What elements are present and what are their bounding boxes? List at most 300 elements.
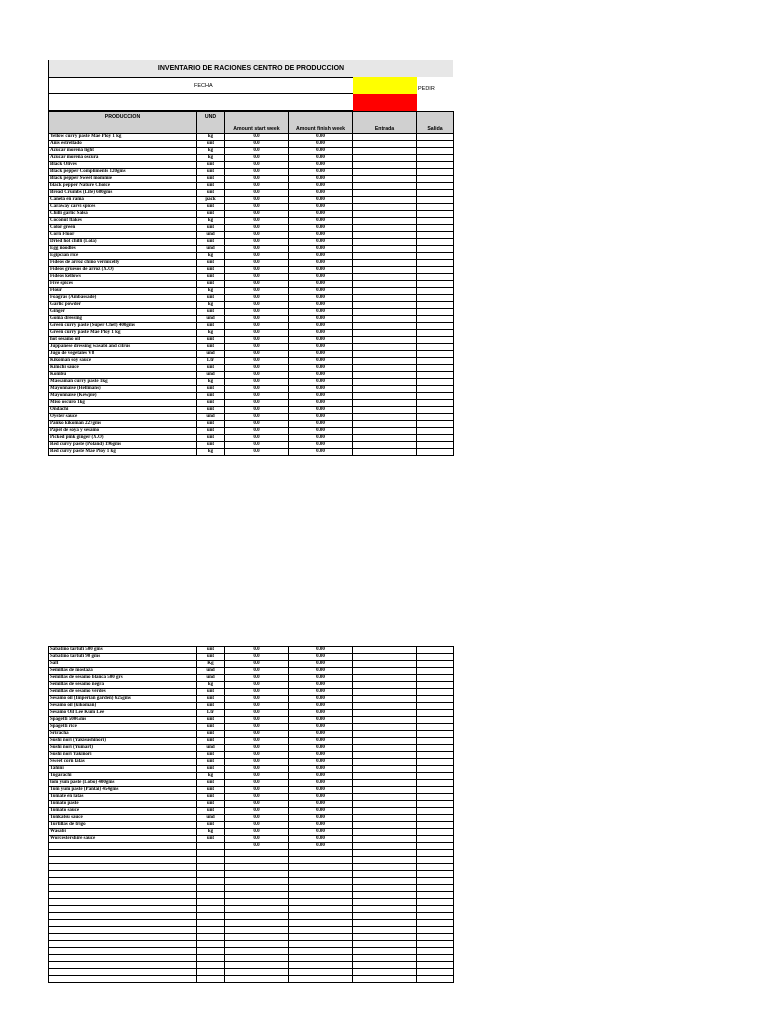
empty-cell[interactable]: [353, 899, 417, 906]
empty-cell[interactable]: [49, 941, 197, 948]
item-name-cell[interactable]: Togarachi: [49, 773, 197, 780]
item-name-cell[interactable]: Black pepper Compliments 120gms: [49, 169, 197, 176]
unit-cell[interactable]: kg: [197, 449, 225, 456]
entrada-cell[interactable]: [353, 654, 417, 661]
unit-cell[interactable]: unt: [197, 801, 225, 808]
empty-cell[interactable]: [417, 913, 454, 920]
empty-cell[interactable]: [289, 906, 353, 913]
amount-finish-cell[interactable]: 0.00: [289, 169, 353, 176]
empty-cell[interactable]: [225, 871, 289, 878]
empty-cell[interactable]: [49, 871, 197, 878]
empty-cell[interactable]: [353, 948, 417, 955]
salida-cell[interactable]: [417, 710, 454, 717]
amount-finish-cell[interactable]: 0.00: [289, 316, 353, 323]
amount-finish-cell[interactable]: 0.00: [289, 773, 353, 780]
unit-cell[interactable]: und: [197, 232, 225, 239]
empty-cell[interactable]: [197, 871, 225, 878]
item-name-cell[interactable]: Yellow curry paste Mae Ploy 1 kg: [49, 134, 197, 141]
empty-cell[interactable]: [353, 906, 417, 913]
item-name-cell[interactable]: Bread Crumbs (Life) 680gms: [49, 190, 197, 197]
entrada-cell[interactable]: [353, 661, 417, 668]
entrada-cell[interactable]: [353, 232, 417, 239]
salida-cell[interactable]: [417, 197, 454, 204]
item-name-cell[interactable]: Fideos gruesos de arroz (X.O): [49, 267, 197, 274]
item-name-cell[interactable]: Garlic powder: [49, 302, 197, 309]
item-name-cell[interactable]: Massaman curry paste 1kg: [49, 379, 197, 386]
entrada-cell[interactable]: [353, 176, 417, 183]
empty-cell[interactable]: [197, 969, 225, 976]
amount-start-cell[interactable]: 0.0: [225, 274, 289, 281]
unit-cell[interactable]: unt: [197, 442, 225, 449]
item-name-cell[interactable]: Tortillas de trigo: [49, 822, 197, 829]
salida-cell[interactable]: [417, 787, 454, 794]
amount-start-cell[interactable]: 0.0: [225, 822, 289, 829]
amount-finish-cell[interactable]: 0.00: [289, 162, 353, 169]
salida-cell[interactable]: [417, 190, 454, 197]
empty-cell[interactable]: [289, 941, 353, 948]
amount-finish-cell[interactable]: 0.00: [289, 232, 353, 239]
empty-cell[interactable]: [49, 906, 197, 913]
entrada-cell[interactable]: [353, 379, 417, 386]
entrada-cell[interactable]: [353, 281, 417, 288]
amount-finish-cell[interactable]: 0.00: [289, 218, 353, 225]
amount-finish-cell[interactable]: 0.00: [289, 330, 353, 337]
empty-cell[interactable]: [49, 969, 197, 976]
entrada-cell[interactable]: [353, 302, 417, 309]
unit-cell[interactable]: kg: [197, 253, 225, 260]
empty-cell[interactable]: [417, 850, 454, 857]
entrada-cell[interactable]: [353, 449, 417, 456]
amount-start-cell[interactable]: 0.0: [225, 309, 289, 316]
entrada-cell[interactable]: [353, 372, 417, 379]
empty-cell[interactable]: [197, 920, 225, 927]
entrada-cell[interactable]: [353, 435, 417, 442]
salida-cell[interactable]: [417, 822, 454, 829]
item-name-cell[interactable]: Kikoman soy sauce: [49, 358, 197, 365]
amount-finish-cell[interactable]: 0.00: [289, 309, 353, 316]
amount-start-cell[interactable]: 0.0: [225, 801, 289, 808]
salida-cell[interactable]: [417, 281, 454, 288]
salida-cell[interactable]: [417, 386, 454, 393]
amount-start-cell[interactable]: 0.0: [225, 745, 289, 752]
amount-finish-cell[interactable]: 0.00: [289, 211, 353, 218]
unit-cell[interactable]: unt: [197, 204, 225, 211]
empty-cell[interactable]: [225, 864, 289, 871]
empty-cell[interactable]: [225, 906, 289, 913]
salida-cell[interactable]: [417, 246, 454, 253]
item-name-cell[interactable]: hot sesamo oil: [49, 337, 197, 344]
empty-cell[interactable]: [353, 969, 417, 976]
entrada-cell[interactable]: [353, 794, 417, 801]
empty-cell[interactable]: [197, 955, 225, 962]
empty-cell[interactable]: [225, 948, 289, 955]
empty-cell[interactable]: [353, 955, 417, 962]
entrada-cell[interactable]: [353, 822, 417, 829]
amount-start-cell[interactable]: 0.0: [225, 668, 289, 675]
salida-cell[interactable]: [417, 134, 454, 141]
amount-finish-cell[interactable]: 0.00: [289, 703, 353, 710]
item-name-cell[interactable]: Red curry paste Mae Ploy 1 kg: [49, 449, 197, 456]
entrada-cell[interactable]: [353, 225, 417, 232]
amount-start-cell[interactable]: 0.0: [225, 169, 289, 176]
unit-cell[interactable]: und: [197, 414, 225, 421]
amount-start-cell[interactable]: 0.0: [225, 246, 289, 253]
empty-cell[interactable]: [417, 969, 454, 976]
empty-cell[interactable]: [225, 927, 289, 934]
salida-cell[interactable]: [417, 682, 454, 689]
empty-cell[interactable]: [289, 955, 353, 962]
amount-start-cell[interactable]: 0.0: [225, 190, 289, 197]
entrada-cell[interactable]: [353, 752, 417, 759]
amount-start-cell[interactable]: 0.0: [225, 710, 289, 717]
amount-start-cell[interactable]: 0.0: [225, 288, 289, 295]
salida-cell[interactable]: [417, 400, 454, 407]
entrada-cell[interactable]: [353, 780, 417, 787]
unit-cell[interactable]: unt: [197, 836, 225, 843]
amount-finish-cell[interactable]: 0.00: [289, 274, 353, 281]
salida-cell[interactable]: [417, 379, 454, 386]
empty-cell[interactable]: [289, 969, 353, 976]
entrada-cell[interactable]: [353, 295, 417, 302]
amount-finish-cell[interactable]: 0.00: [289, 253, 353, 260]
empty-cell[interactable]: [289, 885, 353, 892]
amount-finish-cell[interactable]: 0.00: [289, 295, 353, 302]
entrada-cell[interactable]: [353, 218, 417, 225]
unit-cell[interactable]: kg: [197, 148, 225, 155]
amount-finish-cell[interactable]: 0.00: [289, 794, 353, 801]
salida-cell[interactable]: [417, 169, 454, 176]
item-name-cell[interactable]: Sesamo oil (Imperian garden) 625gms: [49, 696, 197, 703]
amount-start-cell[interactable]: 0.0: [225, 717, 289, 724]
unit-cell[interactable]: Ltr: [197, 358, 225, 365]
empty-cell[interactable]: [289, 934, 353, 941]
unit-cell[interactable]: unt: [197, 780, 225, 787]
unit-cell[interactable]: unt: [197, 274, 225, 281]
item-name-cell[interactable]: Panko kikoman 227gms: [49, 421, 197, 428]
amount-finish-cell[interactable]: 0.00: [289, 710, 353, 717]
empty-cell[interactable]: [197, 864, 225, 871]
unit-cell[interactable]: unt: [197, 759, 225, 766]
salida-cell[interactable]: [417, 253, 454, 260]
item-name-cell[interactable]: Dried hot chilli (Lola): [49, 239, 197, 246]
empty-cell[interactable]: [417, 941, 454, 948]
amount-start-cell[interactable]: 0.0: [225, 780, 289, 787]
empty-cell[interactable]: [49, 962, 197, 969]
entrada-cell[interactable]: [353, 407, 417, 414]
salida-cell[interactable]: [417, 155, 454, 162]
empty-cell[interactable]: [197, 892, 225, 899]
amount-start-cell[interactable]: 0.0: [225, 302, 289, 309]
amount-finish-cell[interactable]: 0.00: [289, 358, 353, 365]
unit-cell[interactable]: unt: [197, 724, 225, 731]
entrada-cell[interactable]: [353, 843, 417, 850]
unit-cell[interactable]: Kg: [197, 661, 225, 668]
amount-finish-cell[interactable]: 0.00: [289, 766, 353, 773]
amount-finish-cell[interactable]: 0.00: [289, 288, 353, 295]
entrada-cell[interactable]: [353, 689, 417, 696]
salida-cell[interactable]: [417, 675, 454, 682]
amount-start-cell[interactable]: 0.0: [225, 428, 289, 435]
entrada-cell[interactable]: [353, 815, 417, 822]
amount-finish-cell[interactable]: 0.00: [289, 407, 353, 414]
amount-finish-cell[interactable]: 0.00: [289, 829, 353, 836]
salida-cell[interactable]: [417, 794, 454, 801]
entrada-cell[interactable]: [353, 421, 417, 428]
item-name-cell[interactable]: Egipcian rice: [49, 253, 197, 260]
amount-start-cell[interactable]: 0.0: [225, 344, 289, 351]
salida-cell[interactable]: [417, 323, 454, 330]
entrada-cell[interactable]: [353, 773, 417, 780]
item-name-cell[interactable]: Corn Fluor: [49, 232, 197, 239]
amount-start-cell[interactable]: 0.0: [225, 724, 289, 731]
amount-start-cell[interactable]: 0.0: [225, 260, 289, 267]
amount-finish-cell[interactable]: 0.00: [289, 386, 353, 393]
salida-cell[interactable]: [417, 745, 454, 752]
amount-finish-cell[interactable]: 0.00: [289, 225, 353, 232]
amount-finish-cell[interactable]: 0.00: [289, 822, 353, 829]
salida-cell[interactable]: [417, 176, 454, 183]
unit-cell[interactable]: und: [197, 246, 225, 253]
amount-start-cell[interactable]: 0.0: [225, 316, 289, 323]
salida-cell[interactable]: [417, 808, 454, 815]
salida-cell[interactable]: [417, 260, 454, 267]
empty-cell[interactable]: [225, 892, 289, 899]
item-name-cell[interactable]: Ondachi: [49, 407, 197, 414]
entrada-cell[interactable]: [353, 393, 417, 400]
salida-cell[interactable]: [417, 239, 454, 246]
amount-finish-cell[interactable]: 0.00: [289, 661, 353, 668]
empty-cell[interactable]: [289, 976, 353, 983]
amount-finish-cell[interactable]: 0.00: [289, 302, 353, 309]
salida-cell[interactable]: [417, 829, 454, 836]
empty-cell[interactable]: [353, 920, 417, 927]
unit-cell[interactable]: unt: [197, 183, 225, 190]
item-name-cell[interactable]: Sushi nori Yakinori: [49, 752, 197, 759]
entrada-cell[interactable]: [353, 260, 417, 267]
entrada-cell[interactable]: [353, 717, 417, 724]
empty-cell[interactable]: [197, 941, 225, 948]
amount-finish-cell[interactable]: 0.00: [289, 372, 353, 379]
entrada-cell[interactable]: [353, 759, 417, 766]
salida-cell[interactable]: [417, 428, 454, 435]
item-name-cell[interactable]: Tomato paste: [49, 801, 197, 808]
empty-cell[interactable]: [289, 920, 353, 927]
item-name-cell[interactable]: Coconut flakes: [49, 218, 197, 225]
empty-cell[interactable]: [197, 899, 225, 906]
amount-finish-cell[interactable]: 0.00: [289, 724, 353, 731]
item-name-cell[interactable]: Semillas de sesamo negra: [49, 682, 197, 689]
amount-finish-cell[interactable]: 0.00: [289, 759, 353, 766]
amount-start-cell[interactable]: 0.0: [225, 225, 289, 232]
amount-start-cell[interactable]: 0.0: [225, 449, 289, 456]
amount-finish-cell[interactable]: 0.00: [289, 323, 353, 330]
item-name-cell[interactable]: Semillas de sesamo verdes: [49, 689, 197, 696]
amount-start-cell[interactable]: 0.0: [225, 365, 289, 372]
empty-cell[interactable]: [197, 934, 225, 941]
amount-start-cell[interactable]: 0.0: [225, 176, 289, 183]
entrada-cell[interactable]: [353, 414, 417, 421]
entrada-cell[interactable]: [353, 169, 417, 176]
empty-cell[interactable]: [289, 962, 353, 969]
salida-cell[interactable]: [417, 414, 454, 421]
empty-cell[interactable]: [49, 934, 197, 941]
unit-cell[interactable]: kg: [197, 302, 225, 309]
entrada-cell[interactable]: [353, 330, 417, 337]
item-name-cell[interactable]: Oyster sauce: [49, 414, 197, 421]
unit-cell[interactable]: unt: [197, 260, 225, 267]
unit-cell[interactable]: unt: [197, 190, 225, 197]
entrada-cell[interactable]: [353, 267, 417, 274]
entrada-cell[interactable]: [353, 148, 417, 155]
amount-start-cell[interactable]: 0.0: [225, 148, 289, 155]
item-name-cell[interactable]: Sesamo oil (kikoman): [49, 703, 197, 710]
amount-finish-cell[interactable]: 0.00: [289, 155, 353, 162]
salida-cell[interactable]: [417, 843, 454, 850]
entrada-cell[interactable]: [353, 351, 417, 358]
amount-start-cell[interactable]: 0.0: [225, 330, 289, 337]
empty-cell[interactable]: [49, 955, 197, 962]
item-name-cell[interactable]: Mayonnaise (Hellmans): [49, 386, 197, 393]
empty-cell[interactable]: [49, 927, 197, 934]
amount-finish-cell[interactable]: 0.00: [289, 267, 353, 274]
empty-cell[interactable]: [225, 955, 289, 962]
item-name-cell[interactable]: Mayonnaise (Kewpie): [49, 393, 197, 400]
empty-cell[interactable]: [353, 857, 417, 864]
empty-cell[interactable]: [353, 941, 417, 948]
item-name-cell[interactable]: tom yum paste (Lobo) 400gms: [49, 780, 197, 787]
empty-cell[interactable]: [225, 878, 289, 885]
amount-finish-cell[interactable]: 0.00: [289, 176, 353, 183]
empty-cell[interactable]: [225, 934, 289, 941]
amount-start-cell[interactable]: 0.0: [225, 752, 289, 759]
amount-finish-cell[interactable]: 0.00: [289, 654, 353, 661]
empty-cell[interactable]: [49, 920, 197, 927]
unit-cell[interactable]: kg: [197, 218, 225, 225]
amount-start-cell[interactable]: 0.0: [225, 647, 289, 654]
salida-cell[interactable]: [417, 717, 454, 724]
item-name-cell[interactable]: Worcestershire sauce: [49, 836, 197, 843]
entrada-cell[interactable]: [353, 696, 417, 703]
amount-finish-cell[interactable]: 0.00: [289, 393, 353, 400]
empty-cell[interactable]: [353, 976, 417, 983]
amount-start-cell[interactable]: 0.0: [225, 162, 289, 169]
empty-cell[interactable]: [289, 878, 353, 885]
salida-cell[interactable]: [417, 759, 454, 766]
unit-cell[interactable]: kg: [197, 330, 225, 337]
entrada-cell[interactable]: [353, 668, 417, 675]
item-name-cell[interactable]: Wasabi: [49, 829, 197, 836]
unit-cell[interactable]: unt: [197, 435, 225, 442]
entrada-cell[interactable]: [353, 337, 417, 344]
amount-start-cell[interactable]: 0.0: [225, 773, 289, 780]
item-name-cell[interactable]: Azucar morena oscura: [49, 155, 197, 162]
item-name-cell[interactable]: Sabatino tartufi 500 gms: [49, 647, 197, 654]
entrada-cell[interactable]: [353, 675, 417, 682]
unit-cell[interactable]: unt: [197, 176, 225, 183]
empty-cell[interactable]: [197, 927, 225, 934]
unit-cell[interactable]: und: [197, 815, 225, 822]
item-name-cell[interactable]: Canela en rama: [49, 197, 197, 204]
salida-cell[interactable]: [417, 365, 454, 372]
item-name-cell[interactable]: Green curry paste (Super Chef) 400gms: [49, 323, 197, 330]
salida-cell[interactable]: [417, 274, 454, 281]
empty-cell[interactable]: [225, 941, 289, 948]
amount-finish-cell[interactable]: 0.00: [289, 414, 353, 421]
unit-cell[interactable]: unt: [197, 344, 225, 351]
amount-start-cell[interactable]: 0.0: [225, 731, 289, 738]
unit-cell[interactable]: unt: [197, 141, 225, 148]
amount-start-cell[interactable]: 0.0: [225, 843, 289, 850]
item-name-cell[interactable]: Caraway carvi spices: [49, 204, 197, 211]
empty-cell[interactable]: [353, 927, 417, 934]
empty-cell[interactable]: [353, 850, 417, 857]
amount-finish-cell[interactable]: 0.00: [289, 365, 353, 372]
item-name-cell[interactable]: Tomato sauce: [49, 808, 197, 815]
salida-cell[interactable]: [417, 449, 454, 456]
item-name-cell[interactable]: Tonkatsu sauce: [49, 815, 197, 822]
amount-start-cell[interactable]: 0.0: [225, 703, 289, 710]
amount-start-cell[interactable]: 0.0: [225, 808, 289, 815]
amount-start-cell[interactable]: 0.0: [225, 295, 289, 302]
unit-cell[interactable]: unt: [197, 393, 225, 400]
empty-cell[interactable]: [289, 857, 353, 864]
empty-cell[interactable]: [417, 934, 454, 941]
amount-start-cell[interactable]: 0.0: [225, 239, 289, 246]
unit-cell[interactable]: unt: [197, 822, 225, 829]
amount-start-cell[interactable]: 0.0: [225, 738, 289, 745]
entrada-cell[interactable]: [353, 787, 417, 794]
empty-cell[interactable]: [197, 962, 225, 969]
entrada-cell[interactable]: [353, 724, 417, 731]
item-name-cell[interactable]: Kombu: [49, 372, 197, 379]
amount-finish-cell[interactable]: 0.00: [289, 836, 353, 843]
item-name-cell[interactable]: Fideos de arroz chino vermicelly: [49, 260, 197, 267]
salida-cell[interactable]: [417, 218, 454, 225]
empty-cell[interactable]: [289, 864, 353, 871]
unit-cell[interactable]: unt: [197, 309, 225, 316]
amount-finish-cell[interactable]: 0.00: [289, 246, 353, 253]
entrada-cell[interactable]: [353, 766, 417, 773]
unit-cell[interactable]: unt: [197, 267, 225, 274]
unit-cell[interactable]: unt: [197, 794, 225, 801]
unit-cell[interactable]: unt: [197, 766, 225, 773]
amount-start-cell[interactable]: 0.0: [225, 204, 289, 211]
salida-cell[interactable]: [417, 752, 454, 759]
amount-finish-cell[interactable]: 0.00: [289, 449, 353, 456]
amount-start-cell[interactable]: 0.0: [225, 766, 289, 773]
salida-cell[interactable]: [417, 654, 454, 661]
entrada-cell[interactable]: [353, 246, 417, 253]
empty-cell[interactable]: [225, 913, 289, 920]
entrada-cell[interactable]: [353, 162, 417, 169]
salida-cell[interactable]: [417, 780, 454, 787]
item-name-cell[interactable]: Tomate en latas: [49, 794, 197, 801]
empty-cell[interactable]: [49, 850, 197, 857]
empty-cell[interactable]: [417, 857, 454, 864]
entrada-cell[interactable]: [353, 274, 417, 281]
unit-cell[interactable]: unt: [197, 323, 225, 330]
empty-cell[interactable]: [289, 913, 353, 920]
unit-cell[interactable]: unt: [197, 738, 225, 745]
amount-finish-cell[interactable]: 0.00: [289, 260, 353, 267]
salida-cell[interactable]: [417, 316, 454, 323]
amount-start-cell[interactable]: 0.0: [225, 393, 289, 400]
amount-start-cell[interactable]: 0.0: [225, 197, 289, 204]
salida-cell[interactable]: [417, 288, 454, 295]
unit-cell[interactable]: pack: [197, 197, 225, 204]
salida-cell[interactable]: [417, 668, 454, 675]
unit-cell[interactable]: und: [197, 351, 225, 358]
